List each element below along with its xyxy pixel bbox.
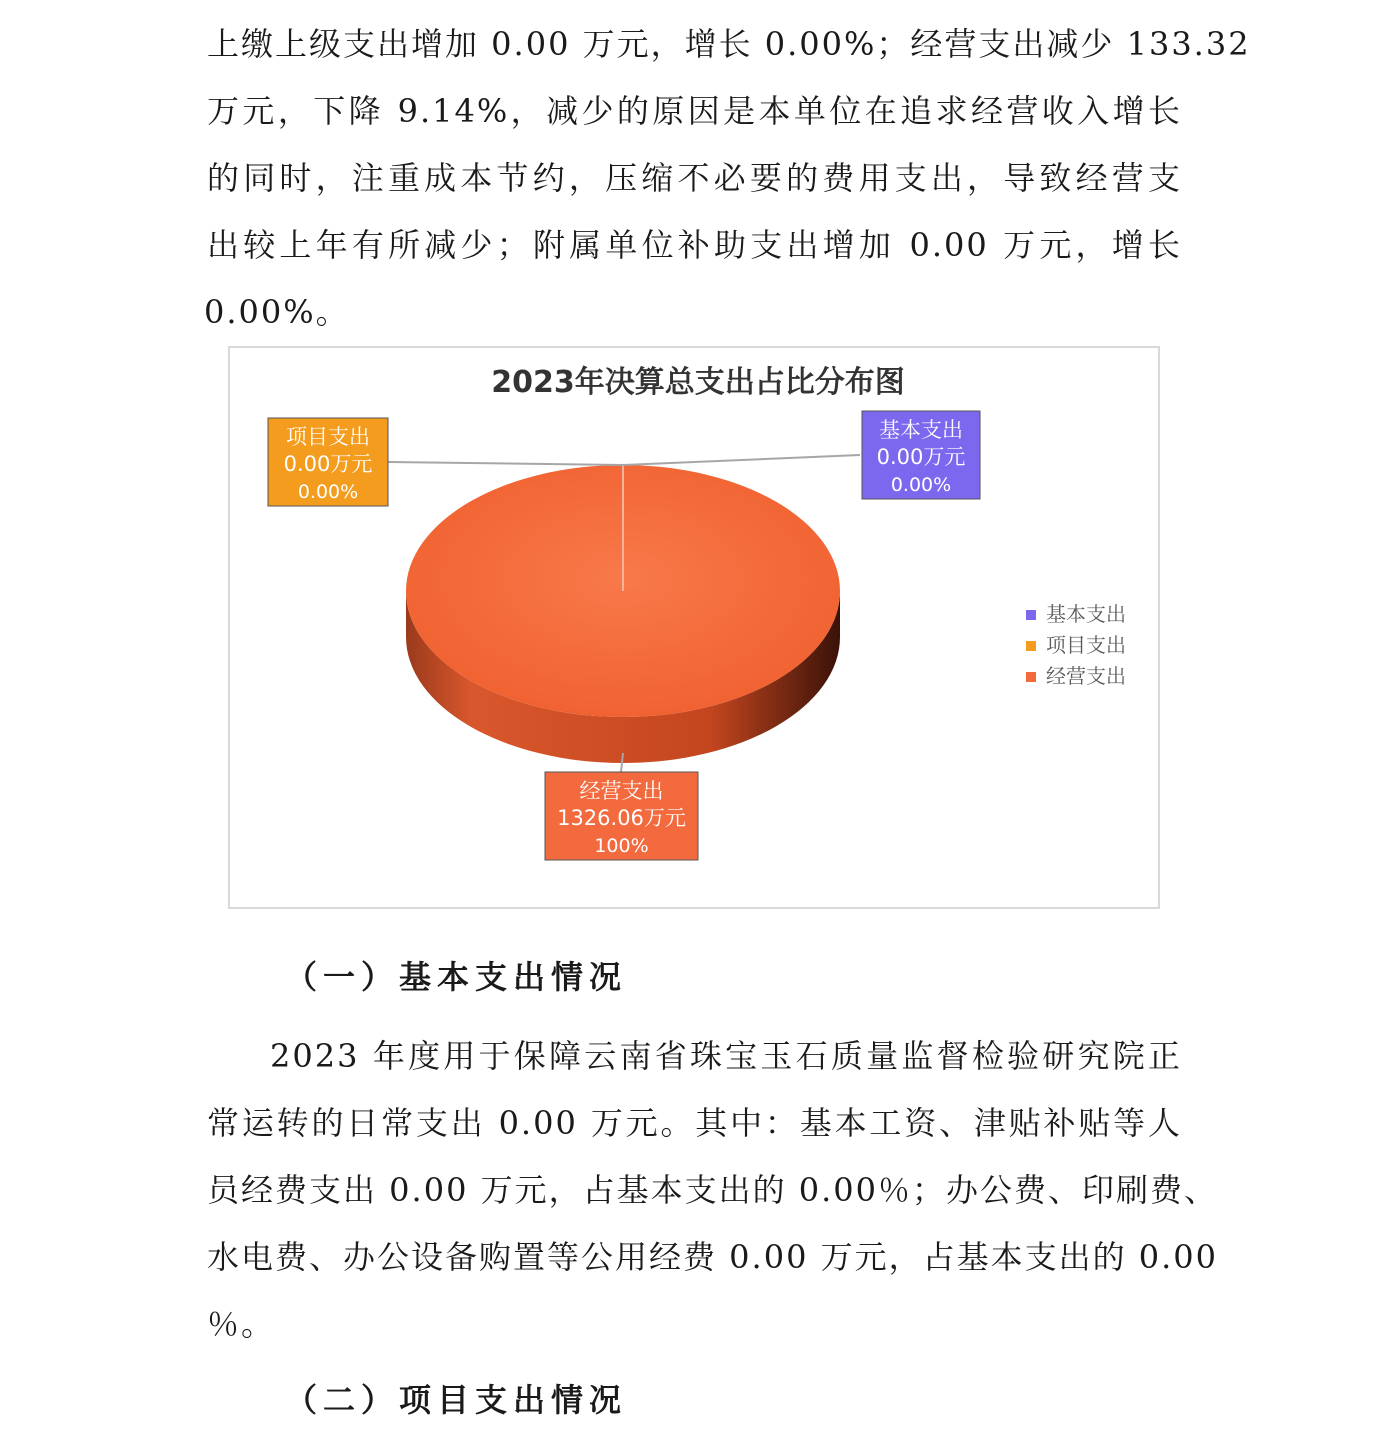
- paragraph-line: 万元，下降 9.14%，减少的原因是本单位在追求经营收入增长: [207, 92, 1182, 130]
- paragraph-line: ％。: [207, 1305, 276, 1343]
- legend-swatch: [1026, 610, 1036, 620]
- section-heading-project-expenditure: （二）项目支出情况: [285, 1381, 628, 1419]
- data-label-text: 0.00万元: [283, 452, 373, 476]
- data-label-text: 项目支出: [286, 425, 370, 449]
- chart-title: 2023年决算总支出占比分布图: [491, 365, 905, 400]
- legend-swatch: [1026, 641, 1036, 651]
- data-label-text: 0.00万元: [876, 445, 966, 469]
- data-label-text: 0.00%: [890, 474, 952, 496]
- paragraph-line: 水电费、办公设备购置等公用经费 0.00 万元，占基本支出的 0.00: [207, 1238, 1219, 1276]
- legend-label: 项目支出: [1046, 633, 1126, 657]
- paragraph-line: 出较上年有所减少；附属单位补助支出增加 0.00 万元，增长: [207, 226, 1182, 264]
- paragraph-line: 0.00%。: [204, 293, 350, 331]
- pie-chart-frame: [228, 346, 1160, 909]
- legend-swatch: [1026, 672, 1036, 682]
- data-label-text: 100%: [594, 835, 649, 857]
- pie-chart: [230, 348, 1158, 907]
- paragraph-line: 的同时，注重成本节约，压缩不必要的费用支出，导致经营支: [207, 159, 1182, 197]
- data-label-text: 1326.06万元: [557, 806, 686, 830]
- paragraph-line: 2023 年度用于保障云南省珠宝玉石质量监督检验研究院正: [270, 1037, 1182, 1075]
- paragraph-line: 上缴上级支出增加 0.00 万元，增长 0.00%；经营支出减少 133.32: [207, 25, 1251, 63]
- data-label-leader-line: [388, 462, 623, 465]
- legend-label: 经营支出: [1046, 664, 1126, 688]
- section-heading-basic-expenditure: （一）基本支出情况: [285, 958, 628, 996]
- data-label-leader-line: [623, 455, 860, 465]
- paragraph-line: 员经费支出 0.00 万元，占基本支出的 0.00％；办公费、印刷费、: [207, 1171, 1219, 1209]
- data-label-text: 经营支出: [579, 779, 664, 803]
- data-label-text: 0.00%: [297, 481, 359, 503]
- data-label-text: 基本支出: [879, 418, 963, 442]
- legend-label: 基本支出: [1046, 602, 1126, 626]
- paragraph-line: 常运转的日常支出 0.00 万元。其中：基本工资、津贴补贴等人: [207, 1104, 1182, 1142]
